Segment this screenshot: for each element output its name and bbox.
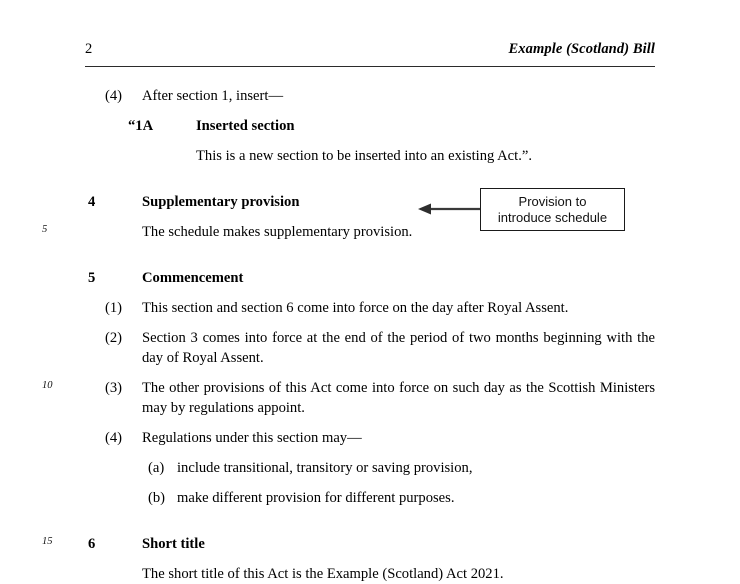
section-5-subsection-4-row: [0, 428, 740, 448]
section-6-body-row: [0, 564, 740, 584]
line-number-15: 15: [42, 536, 53, 547]
section-5-subsection-2-row: [0, 328, 740, 368]
inserted-section-heading-row: [0, 116, 740, 136]
spacer: [0, 554, 740, 564]
section-5-paragraph-a-row: [0, 458, 740, 478]
section-5-subsection-3-text: The other provisions of this Act come into force on such day as the Scottish Ministers may by regulations appoint.: [142, 380, 655, 416]
section-6-number: 6: [88, 536, 96, 552]
section-5-paragraph-a-block: [0, 458, 740, 478]
spacer: [0, 166, 740, 192]
inserted-section-body-text: This is a new section to be inserted into an existing Act.”.: [196, 148, 532, 164]
section-5-paragraph-b-text: make different provision for different purposes.: [177, 490, 455, 506]
section-5-paragraph-a-text: include transitional, transitory or saving provision,: [177, 460, 473, 476]
section-5-subsection-3-row: [0, 378, 740, 418]
inserted-section-number: “1A: [128, 118, 154, 134]
spacer: [0, 448, 740, 458]
section-4-number: 4: [88, 194, 96, 210]
section-5-number: 5: [88, 270, 96, 286]
section-5-subsection-4-block: [0, 428, 740, 448]
section-4-body-block: [0, 222, 740, 242]
line-number-5: 5: [42, 224, 48, 235]
section-4-body-text: The schedule makes supplementary provision.: [142, 224, 413, 240]
section-4-heading-block: [0, 192, 740, 212]
page-number: 2: [85, 41, 93, 57]
inserted-section-body-row: [0, 146, 740, 166]
subsection-4-row: [0, 86, 740, 106]
section-5-subsection-2-text: Section 3 comes into force at the end of the period of two months beginning with the day of Royal Assent.: [142, 330, 655, 366]
section-5-subsection-2-block: [0, 328, 740, 368]
annotation-callout: [480, 188, 625, 231]
section-4-body-row: [0, 222, 740, 242]
section-6-body-text: The short title of this Act is the Example (Scotland) Act 2021.: [142, 566, 504, 582]
section-5-paragraph-a-marker: (a): [148, 460, 165, 476]
section-5-heading-block: [0, 268, 740, 288]
line-number-10: 10: [42, 380, 53, 391]
running-header: [85, 40, 655, 67]
section-5-paragraph-b-marker: (b): [148, 490, 166, 506]
section-5-subsection-3-block: [0, 378, 740, 418]
spacer: [0, 478, 740, 488]
spacer: [0, 136, 740, 146]
section-5-subsection-4-marker: (4): [105, 430, 123, 446]
subsection-4-text: After section 1, insert—: [142, 88, 284, 104]
spacer: [0, 418, 740, 428]
subsection-4-block: [0, 86, 740, 106]
section-5-subsection-4-text: Regulations under this section may—: [142, 430, 362, 446]
section-5-heading-row: [0, 268, 740, 288]
section-5-subsection-1-text: This section and section 6 come into force on the day after Royal Assent.: [142, 300, 569, 316]
annotation-line-2: introduce schedule: [497, 209, 608, 225]
section-6-body-block: [0, 564, 740, 584]
section-5-subsection-3-marker: (3): [105, 380, 123, 396]
spacer: [0, 288, 740, 298]
section-4-heading-row: [0, 192, 740, 212]
section-4-heading: Supplementary provision: [142, 194, 300, 210]
spacer: [0, 242, 740, 268]
section-5-subsection-1-marker: (1): [105, 300, 123, 316]
section-6-heading: Short title: [142, 536, 205, 552]
annotation-arrow-icon: [418, 201, 482, 217]
spacer: [0, 212, 740, 222]
document-body: [0, 86, 740, 584]
section-5-paragraph-b-row: [0, 488, 740, 508]
section-5-subsection-2-marker: (2): [105, 330, 123, 346]
inserted-section-body-block: [0, 146, 740, 166]
section-5-paragraph-b-block: [0, 488, 740, 508]
spacer: [0, 106, 740, 116]
annotation-line-1: Provision to: [518, 193, 587, 209]
spacer: [0, 318, 740, 328]
inserted-section-heading-block: [0, 116, 740, 136]
spacer: [0, 368, 740, 378]
subsection-4-marker: (4): [105, 88, 123, 104]
section-5-heading: Commencement: [142, 270, 244, 286]
spacer: [0, 508, 740, 534]
section-6-heading-block: [0, 534, 740, 554]
section-6-heading-row: [0, 534, 740, 554]
inserted-section-heading: Inserted section: [196, 118, 295, 134]
bill-title: Example (Scotland) Bill: [508, 41, 655, 57]
section-5-subsection-1-block: [0, 298, 740, 318]
section-5-subsection-1-row: [0, 298, 740, 318]
